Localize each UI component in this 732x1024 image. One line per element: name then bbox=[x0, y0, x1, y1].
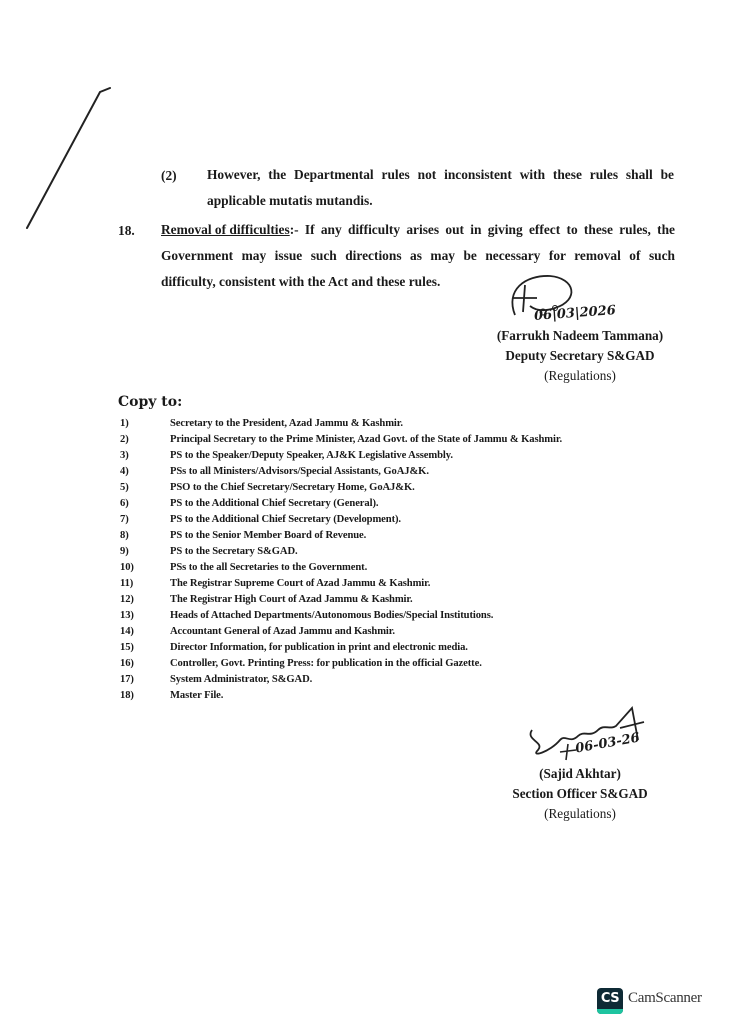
clause-18-line2: Government may issue such directions as may be necessary for removal of such bbox=[161, 248, 675, 263]
list-item: 15) Director Information, for publication in print and electronic media. bbox=[120, 642, 468, 653]
list-item: 9) PS to the Secretary S&GAD. bbox=[120, 546, 298, 557]
list-item: 16) Controller, Govt. Printing Press: for publication in the official Gazette. bbox=[120, 658, 482, 669]
list-item: 1) Secretary to the President, Azad Jammu & Kashmir. bbox=[120, 418, 403, 429]
clause-18-heading-suffix: :- bbox=[289, 222, 299, 237]
list-item: 6) PS to the Additional Chief Secretary (General). bbox=[120, 498, 379, 509]
clause-2-line2: applicable mutatis mutandis. bbox=[207, 193, 373, 208]
list-item: 11) The Registrar Supreme Court of Azad Jammu & Kashmir. bbox=[120, 578, 431, 589]
list-item: 12) The Registrar High Court of Azad Jammu & Kashmir. bbox=[120, 594, 413, 605]
signatory-2-section: (Regulations) bbox=[544, 806, 616, 821]
list-item: 8) PS to the Senior Member Board of Revenue. bbox=[120, 530, 367, 541]
signatory-2-block bbox=[470, 764, 690, 824]
list-item: 4) PSs to all Ministers/Advisors/Special Assistants, GoAJ&K. bbox=[120, 466, 429, 477]
clause-2-number: (2) bbox=[161, 168, 177, 183]
camscanner-watermark-text: CamScanner bbox=[628, 990, 702, 1006]
copy-to-list bbox=[120, 418, 680, 706]
list-item: 17) System Administrator, S&GAD. bbox=[120, 674, 313, 685]
copy-to-title: Copy to: bbox=[118, 394, 183, 410]
clause-18-number: 18. bbox=[118, 223, 135, 238]
signatory-2-name: (Sajid Akhtar) bbox=[539, 766, 621, 781]
list-item: 13) Heads of Attached Departments/Autonomous Bodies/Special Institutions. bbox=[120, 610, 494, 621]
clause-18-line3: difficulty, consistent with the Act and these rules. bbox=[161, 274, 441, 289]
signatory-1-block bbox=[470, 326, 690, 386]
signature-1-date: 06|03|2026 bbox=[533, 303, 617, 324]
signatory-1-section: (Regulations) bbox=[544, 368, 616, 383]
list-item: 14) Accountant General of Azad Jammu and Kashmir. bbox=[120, 626, 395, 637]
camscanner-logo-icon: CS bbox=[597, 988, 623, 1014]
signatory-1-name: (Farrukh Nadeem Tammana) bbox=[496, 328, 664, 343]
clause-18-heading: Removal of difficulties bbox=[161, 222, 290, 237]
clause-18-line1 bbox=[161, 217, 675, 243]
clause-18-text-line1: If any difficulty arises out in giving effect to these rules, the bbox=[298, 222, 675, 237]
list-item: 18) Master File. bbox=[120, 690, 224, 701]
list-item: 2) Principal Secretary to the Prime Minister, Azad Govt. of the State of Jammu & Kashmir. bbox=[120, 434, 563, 445]
list-item: 3) PS to the Speaker/Deputy Speaker, AJ&K Legislative Assembly. bbox=[120, 450, 453, 461]
signature-2-date: 06-03-26 bbox=[574, 730, 641, 757]
list-item: 5) PSO to the Chief Secretary/Secretary Home, GoAJ&K. bbox=[120, 482, 415, 493]
signature-2 bbox=[520, 700, 660, 765]
signatory-1-designation: Deputy Secretary S&GAD bbox=[505, 348, 655, 363]
clause-2-line1: However, the Departmental rules not inconsistent with these rules shall be bbox=[207, 167, 674, 182]
signatory-2-designation: Section Officer S&GAD bbox=[512, 786, 648, 801]
list-item: 10) PSs to the all Secretaries to the Government. bbox=[120, 562, 368, 573]
list-item: 7) PS to the Additional Chief Secretary (Development). bbox=[120, 514, 401, 525]
